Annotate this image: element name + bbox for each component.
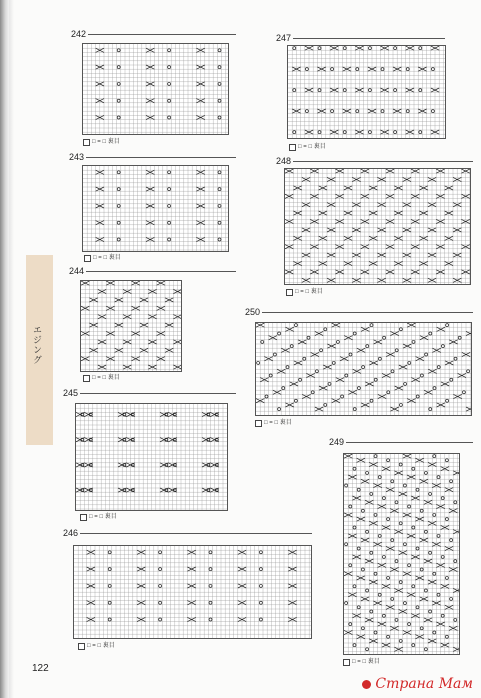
- knit-symbol-icon: [286, 289, 293, 296]
- chart-248: [284, 168, 471, 285]
- pattern-rule-246: [80, 533, 312, 534]
- legend-246: [78, 643, 115, 650]
- legend-text: □ = □ 裏目: [298, 144, 326, 150]
- chart-245: [75, 403, 228, 511]
- chart-244: [80, 280, 182, 372]
- legend-text: □ = □ 裏目: [92, 139, 120, 145]
- legend-245: [80, 514, 117, 521]
- legend-text: □ = □ 裏目: [87, 643, 115, 649]
- legend-text: □ = □ 裏目: [92, 375, 120, 381]
- pattern-number-245: 245: [63, 388, 79, 398]
- pattern-rule-245: [80, 393, 236, 394]
- watermark-logo-icon: [362, 680, 371, 689]
- pattern-number-243: 243: [69, 152, 85, 162]
- legend-250: [255, 420, 292, 427]
- legend-249: [343, 659, 380, 666]
- knit-symbol-icon: [83, 375, 90, 382]
- pattern-number-246: 246: [63, 528, 79, 538]
- chart-242: [82, 43, 229, 135]
- pattern-number-250: 250: [245, 307, 261, 317]
- legend-text: □ = □ 裏目: [352, 659, 380, 665]
- legend-248: [286, 289, 323, 296]
- chart-243: [82, 165, 229, 252]
- knit-symbol-icon: [289, 144, 296, 151]
- pattern-number-244: 244: [69, 266, 85, 276]
- chart-249: [343, 453, 460, 655]
- pattern-number-249: 249: [329, 437, 345, 447]
- legend-text: □ = □ 裏目: [295, 289, 323, 295]
- pattern-rule-243: [86, 157, 236, 158]
- knit-symbol-icon: [343, 659, 350, 666]
- pattern-rule-244: [86, 271, 236, 272]
- chart-250: [255, 322, 472, 416]
- section-tab: [26, 255, 53, 445]
- legend-242: [83, 139, 120, 146]
- knit-symbol-icon: [255, 420, 262, 427]
- book-spine-shadow: [9, 0, 14, 698]
- knit-symbol-icon: [83, 139, 90, 146]
- watermark: [362, 676, 473, 692]
- chart-247: [287, 45, 446, 139]
- pattern-number-247: 247: [276, 33, 292, 43]
- chart-246: [73, 545, 312, 639]
- pattern-rule-249: [346, 442, 473, 443]
- knit-symbol-icon: [78, 643, 85, 650]
- pattern-rule-250: [262, 312, 473, 313]
- pattern-rule-242: [88, 34, 236, 35]
- legend-text: □ = □ 裏目: [264, 420, 292, 426]
- section-tab-label: エジング: [32, 325, 42, 365]
- pattern-rule-248: [293, 161, 473, 162]
- legend-243: [84, 255, 121, 262]
- watermark-text: Страна Мам: [375, 676, 473, 692]
- pattern-number-248: 248: [276, 156, 292, 166]
- pattern-number-242: 242: [71, 29, 87, 39]
- knit-symbol-icon: [80, 514, 87, 521]
- legend-244: [83, 375, 120, 382]
- legend-text: □ = □ 裏目: [93, 255, 121, 261]
- pattern-rule-247: [293, 38, 445, 39]
- knit-symbol-icon: [84, 255, 91, 262]
- legend-247: [289, 144, 326, 151]
- legend-text: □ = □ 裏目: [89, 514, 117, 520]
- book-spine: [0, 0, 9, 698]
- page-number: 122: [32, 663, 49, 674]
